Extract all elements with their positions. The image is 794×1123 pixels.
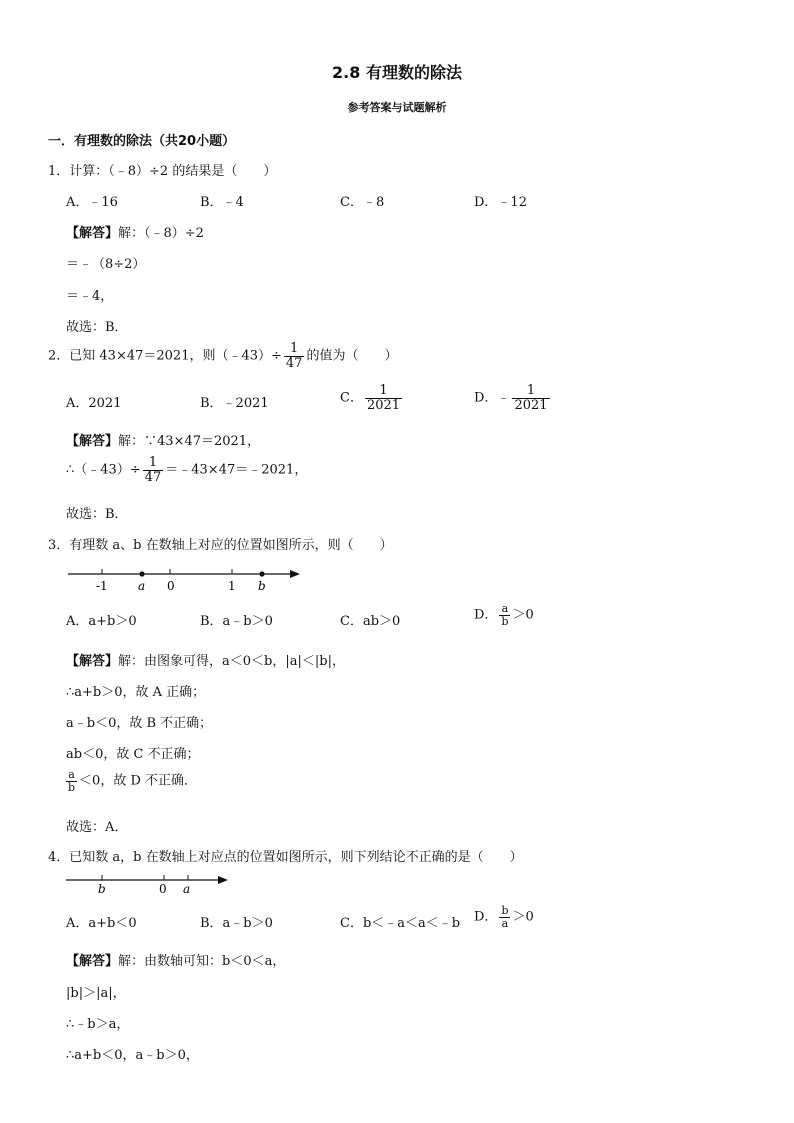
axis-arrow <box>218 876 228 884</box>
point-label-a: a <box>138 579 146 593</box>
page-title: 2.8 有理数的除法 <box>332 63 462 82</box>
point-label-b: b <box>98 882 106 896</box>
q3-solution-line-3: a﹣b＜0，故 B 不正确； <box>66 716 213 731</box>
q4-solution-line-1: 【解答】解：由数轴可知：b＜0＜a， <box>66 954 286 969</box>
q3-option-d: D． $\frac{a}{b}$ ＞0 <box>474 602 534 628</box>
q2-option-a: A．2021 <box>66 396 122 411</box>
q4-solution-line-3: ∴﹣b＞a， <box>66 1017 130 1032</box>
q3-solution-line-5: $\frac{a}{b}$ ＜0，故 D 不正确． <box>68 768 198 794</box>
q1-option-b: B．﹣4 <box>200 195 244 210</box>
q1-solution-line-2: ＝﹣（8÷2） <box>66 257 146 272</box>
q2-stem: 2．已知 43×47＝2021，则（﹣43）÷ $\frac{1}{47}$ 的值为（ ） <box>48 341 398 371</box>
q4-option-c: C．b＜﹣a＜a＜﹣b <box>340 916 461 931</box>
axis-arrow <box>290 570 300 578</box>
point-b <box>259 571 264 576</box>
q2-option-c: C． $\frac{1}{2021}$ <box>340 383 401 413</box>
q3-solution-line-4: ab＜0，故 C 不正确； <box>66 747 200 762</box>
q3-stem: 3．有理数 a、b 在数轴上对应的位置如图所示，则（ ） <box>48 538 393 553</box>
q4-number-line <box>62 872 232 896</box>
tick-label: 0 <box>167 579 175 593</box>
q3-option-b: B．a﹣b＞0 <box>200 614 273 629</box>
tick-label: -1 <box>96 579 108 593</box>
section-heading: 一．有理数的除法（共20小题） <box>48 134 236 149</box>
page-subtitle: 参考答案与试题解析 <box>347 101 447 114</box>
q4-solution-line-4: ∴a+b＜0，a﹣b＞0， <box>66 1048 199 1063</box>
q2-stem-fraction: $\frac{1}{47}$ <box>285 341 303 371</box>
q4-option-a: A．a+b＜0 <box>66 916 137 931</box>
point-a <box>139 571 144 576</box>
analysis-tag: 【解答】 <box>66 226 119 241</box>
q3-option-c: C．ab＞0 <box>340 614 401 629</box>
q2-answer: 故选：B． <box>66 507 128 522</box>
q3-solution-line-2: ∴a+b＞0，故 A 正确； <box>66 685 206 700</box>
q1-solution-line-3: ＝﹣4， <box>66 289 114 304</box>
q3-solution-line-1: 【解答】解：由图象可得，a＜0＜b，|a|＜|b|， <box>66 654 345 669</box>
q1-stem: 1．计算：（﹣8）÷2 的结果是（ ） <box>48 164 277 179</box>
q2-solution-line-1: 【解答】解：∵43×47＝2021， <box>66 434 261 449</box>
point-label-b: b <box>258 579 266 593</box>
q4-solution-line-2: |b|＞|a|， <box>66 986 126 1001</box>
tick-label: 0 <box>159 882 167 896</box>
q2-solution-line-2: ∴（﹣43）÷ $\frac{1}{47}$ ＝﹣43×47＝﹣2021， <box>66 455 308 485</box>
tick-label: 1 <box>228 579 236 593</box>
q1-option-d: D．﹣12 <box>474 195 527 210</box>
q1-solution-line-1: 【解答】解：（﹣8）÷2 <box>66 226 204 241</box>
q4-option-b: B．a﹣b＞0 <box>200 916 273 931</box>
q1-answer: 故选：B． <box>66 320 128 335</box>
q4-stem: 4．已知数 a，b 在数轴上对应点的位置如图所示，则下列结论不正确的是（ ） <box>48 850 523 865</box>
q4-option-d: D． $\frac{b}{a}$ ＞0 <box>474 904 534 930</box>
q2-option-b: B．﹣2021 <box>200 396 269 411</box>
q2-option-d: D．﹣ $\frac{1}{2021}$ <box>474 383 548 413</box>
q3-number-line <box>64 564 304 594</box>
q1-option-a: A．﹣16 <box>66 195 118 210</box>
q3-option-a: A．a+b＞0 <box>66 614 137 629</box>
point-label-a: a <box>183 882 191 896</box>
q1-option-c: C．﹣8 <box>340 195 385 210</box>
q3-answer: 故选：A． <box>66 820 128 835</box>
